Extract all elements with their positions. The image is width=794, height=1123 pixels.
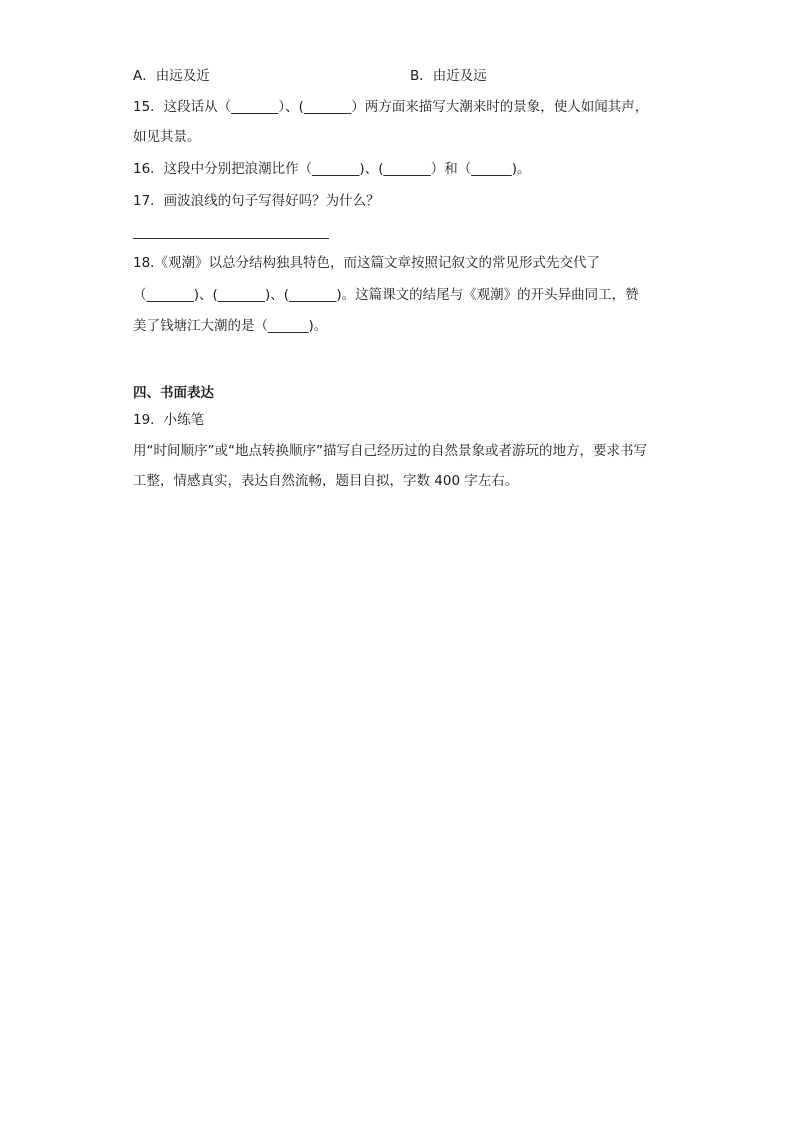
answer-blank-line bbox=[133, 238, 329, 239]
option-b: B．由近及远 bbox=[410, 68, 487, 84]
option-a: A．由远及近 bbox=[133, 68, 210, 84]
question-19-title: 19．小练笔 bbox=[133, 412, 205, 428]
question-15-line-1: 15．这段话从（_______）、(_______）两方面来描写大潮来时的景象，使人如闻其声， bbox=[133, 99, 649, 115]
question-19-line-2: 工整，情感真实，表达自然流畅，题目自拟，字数 400 字左右。 bbox=[133, 473, 519, 489]
question-18-line-2: （_______)、(_______)、(_______)。这篇课文的结尾与《观潮》的开头异曲同工，赞 bbox=[133, 287, 639, 303]
question-18-line-1: 18.《观潮》以总分结构独具特色，而这篇文章按照记叙文的常见形式先交代了 bbox=[133, 255, 600, 271]
question-15-line-2: 如见其景。 bbox=[133, 129, 201, 145]
question-16: 16．这段中分别把浪潮比作（_______)、(_______）和（______)。 bbox=[133, 161, 531, 177]
question-19-line-1: 用“时间顺序”或“地点转换顺序”描写自己经历过的自然景象或者游玩的地方，要求书写 bbox=[133, 443, 647, 459]
section-heading: 四、书面表达 bbox=[133, 385, 214, 401]
question-18-line-3: 美了钱塘江大潮的是（______)。 bbox=[133, 318, 328, 334]
question-17: 17．画波浪线的句子写得好吗？为什么？ bbox=[133, 193, 380, 209]
